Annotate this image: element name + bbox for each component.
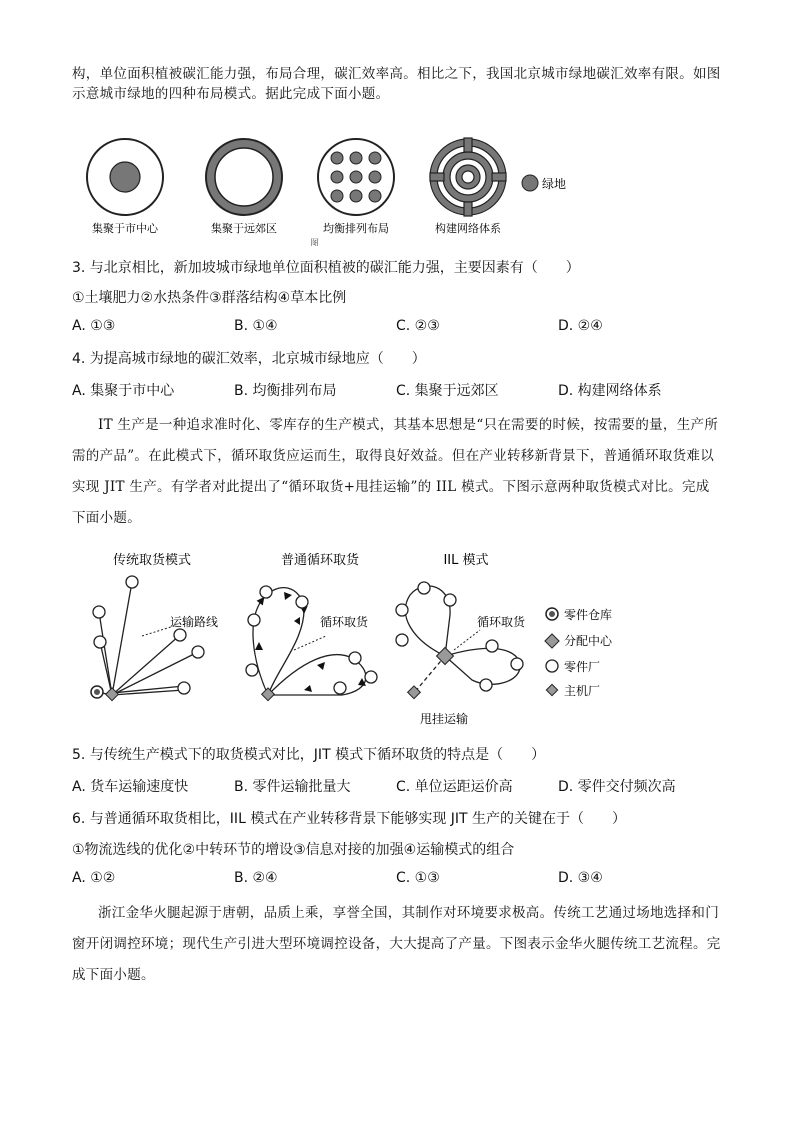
q4-option-b[interactable]: B. 均衡排列布局 [234,383,337,399]
iil-loops [405,586,520,684]
legend-center-icon [545,634,559,648]
legend-green-swatch [522,175,538,191]
pickup-mode-diagram [72,540,632,730]
q3-items: ①土壤肥力②水热条件③群落结构④草本比例 [72,290,347,306]
q5-option-c[interactable]: C. 单位运距运价高 [396,779,513,795]
legend-warehouse: 零件仓库 [564,608,613,622]
caption-suburb: 集聚于远郊区 [211,222,277,235]
drop-route [414,656,445,693]
ordinary-loops [253,588,366,695]
legend-factory: 零件厂 [564,660,601,674]
q5-option-a[interactable]: A. 货车运输速度快 [72,779,189,795]
q3-option-c[interactable]: C. ②③ [396,318,440,334]
ordinary-factories [246,586,377,694]
caption-balanced: 均衡排列布局 [323,222,389,235]
q6-option-c[interactable]: C. ①③ [396,870,440,886]
legend-center: 分配中心 [564,634,613,648]
green-network [430,138,506,216]
label-loop1: 循环取货 [320,615,369,629]
q6-stem: 6. 与普通循环取货相比，IIL 模式在产业转移背景下能够实现 JIT 生产的关键在于（ ） [72,811,627,827]
green-layout-figure [78,134,598,246]
q6-option-d[interactable]: D. ③④ [558,870,603,886]
label-drop: 甩挂运输 [420,712,469,726]
q6-option-a[interactable]: A. ①② [72,870,116,886]
legend-oem-icon [546,684,557,695]
figure-label: 图 [310,239,320,246]
q4-option-c[interactable]: C. 集聚于远郊区 [396,383,499,399]
label-loop2: 循环取货 [477,615,526,629]
legend-oem: 主机厂 [564,684,601,698]
ham-paragraph: 浙江金华火腿起源于唐朝，品质上乘，享誉全国，其制作对环境要求极高。传统工艺通过场地选择和门窗开闭调控环境；现代生产引进大型环境调控设备，大大提高了产量。下图表示金华火腿传统工艺流程。完成下面小题。 [72,905,721,983]
q3-option-a[interactable]: A. ①③ [72,318,116,334]
title-iil: IIL 模式 [443,553,489,568]
label-route: 运输路线 [170,615,219,629]
caption-network: 构建网络体系 [435,222,501,235]
q3-stem: 3. 与北京相比，新加坡城市绿地单位面积植被的碳汇能力强，主要因素有（ ） [72,260,580,276]
q4-option-a[interactable]: A. 集聚于市中心 [72,383,175,399]
green-grid [331,152,381,202]
q3-option-b[interactable]: B. ①④ [234,318,278,334]
title-ordinary: 普通循环取货 [280,553,360,568]
title-traditional: 传统取货模式 [112,553,192,568]
green-center [110,162,140,192]
legend-green-label: 绿地 [542,177,567,191]
q3-option-d[interactable]: D. ②④ [558,318,603,334]
jit-paragraph: IT 生产是一种追求准时化、零库存的生产模式，其基本思想是“只在需要的时候，按需要的量，生产所需的产品”。在此模式下，循环取货应运而生，取得良好效益。但在产业转移新背景下，普通循环取货难以实现 JIT 生产。有学者对此提出了“循环取货+甩挂运输”的 IIL 模式。下图示意两种取货模式对比。完成下面小题。 [72,417,719,526]
q4-option-d[interactable]: D. 构建网络体系 [558,383,662,399]
q6-option-b[interactable]: B. ②④ [234,870,278,886]
q5-option-d[interactable]: D. 零件交付频次高 [558,779,676,795]
legend-factory-icon [546,660,558,672]
q5-option-b[interactable]: B. 零件运输批量大 [234,779,351,795]
q5-stem: 5. 与传统生产模式下的取货模式对比，JIT 模式下循环取货的特点是（ ） [72,747,546,763]
q4-stem: 4. 为提高城市绿地的碳汇效率，北京城市绿地应（ ） [72,351,426,367]
intro-paragraph: 构，单位面积植被碳汇能力强，布局合理，碳汇效率高。相比之下，我国北京城市绿地碳汇效率有限。如图示意城市绿地的四种布局模式。据此完成下面小题。 [72,66,721,102]
iil-factories [396,582,523,691]
q6-items: ①物流选线的优化②中转环节的增设③信息对接的加强④运输模式的组合 [72,842,515,858]
green-layout-diagram [78,134,598,246]
pickup-mode-figure [72,540,632,730]
caption-center: 集聚于市中心 [92,222,158,235]
